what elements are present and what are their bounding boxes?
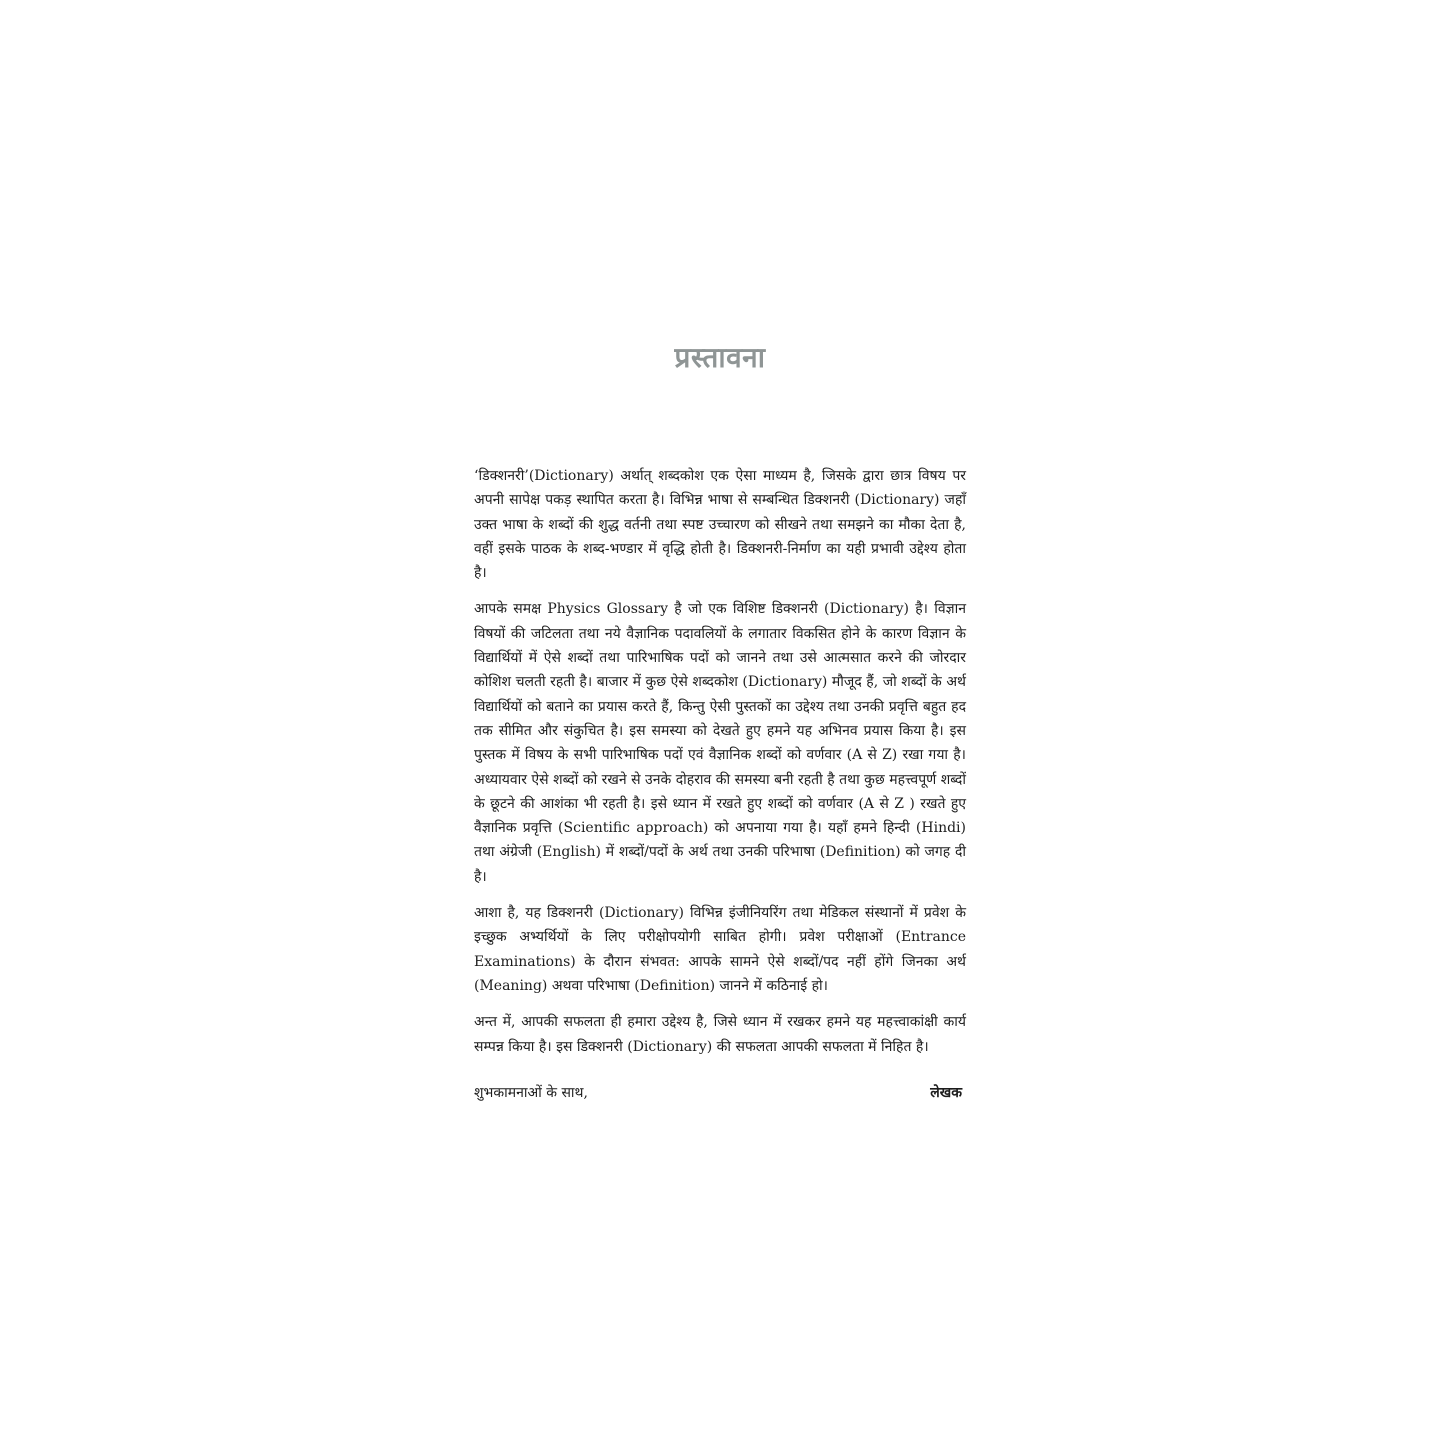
closing-line [474,1081,966,1105]
paragraph-about-book: आपके समक्ष Physics Glossary है जो एक विशिष्ट डिक्शनरी (Dictionary) है। विज्ञान विषयों की जटिलता तथा नये वैज्ञानिक पदावलियों के लगातार विकसित होने के कारण विज्ञान के विद्यार्थियों में ऐसे शब्दों तथा पारिभाषिक पदों को जानने तथा उसे आत्मसात करने की जोरदार कोशिश चलती रहती है। बाजार में कुछ ऐसे शब्दकोश (Dictionary) मौजूद हैं, जो शब्दों के अर्थ विद्यार्थियों को बताने का प्रयास करते हैं, किन्तु ऐसी पुस्तकों का उद्देश्य तथा उनकी प्रवृत्ति बहुत हद तक सीमित और संकुचित है। इस समस्या को देखते हुए हमने यह अभिनव प्रयास किया है। इस पुस्तक में विषय के सभी पारिभाषिक पदों एवं वैज्ञानिक शब्दों को वर्णवार (A से Z) रखा गया है। अध्यायवार ऐसे शब्दों को रखने से उनके दोहराव की समस्या बनी रहती है तथा कुछ महत्त्वपूर्ण शब्दों के छूटने की आशंका भी रहती है। इसे ध्यान में रखते हुए शब्दों को वर्णवार (A से Z ) रखते हुए वैज्ञानिक प्रवृत्ति (Scientific approach) को अपनाया गया है। यहाँ हमने हिन्दी (Hindi) तथा अंग्रेजी (English) में शब्दों/पदों के अर्थ तथा उनकी परिभाषा (Definition) को जगह दी है। [474,601,966,885]
closing-greeting: शुभकामनाओं के साथ, [474,1084,588,1101]
paragraph-hope: आशा है, यह डिक्शनरी (Dictionary) विभिन्न इंजीनियरिंग तथा मेडिकल संस्थानों में प्रवेश के इच्छुक अभ्यर्थियों के लिए परीक्षोपयोगी साबित होगी। प्रवेश परीक्षाओं (Entrance Examinations) के दौरान संभवत: आपके सामने ऐसे शब्दों/पद नहीं होंगे जिनका अर्थ (Meaning) अथवा परिभाषा (Definition) जानने में कठिनाई हो। [474,905,966,994]
page-title: प्रस्तावना [674,341,766,374]
paragraph-conclusion: अन्त में, आपकी सफलता ही हमारा उद्देश्य है, जिसे ध्यान में रखकर हमने यह महत्त्वाकांक्षी कार्य सम्पन्न किया है। इस डिक्शनरी (Dictionary) की सफलता आपकी सफलता में निहित है। [474,1014,966,1055]
preface-page [474,336,966,1105]
paragraph-intro: ‘डिक्शनरी’(Dictionary) अर्थात् शब्दकोश एक ऐसा माध्यम है, जिसके द्वारा छात्र विषय पर अपनी सापेक्ष पकड़ स्थापित करता है। विभिन्न भाषा से सम्बन्धित डिक्शनरी (Dictionary) जहाँ उक्त भाषा के शब्दों की शुद्ध वर्तनी तथा स्पष्ट उच्चारण को सीखने तथा समझने का मौका देता है, वहीं इसके पाठक के शब्द-भण्डार में वृद्धि होती है। डिक्शनरी-निर्माण का यही प्रभावी उद्देश्य होता है। [474,468,966,582]
author-signature: लेखक [930,1084,962,1101]
